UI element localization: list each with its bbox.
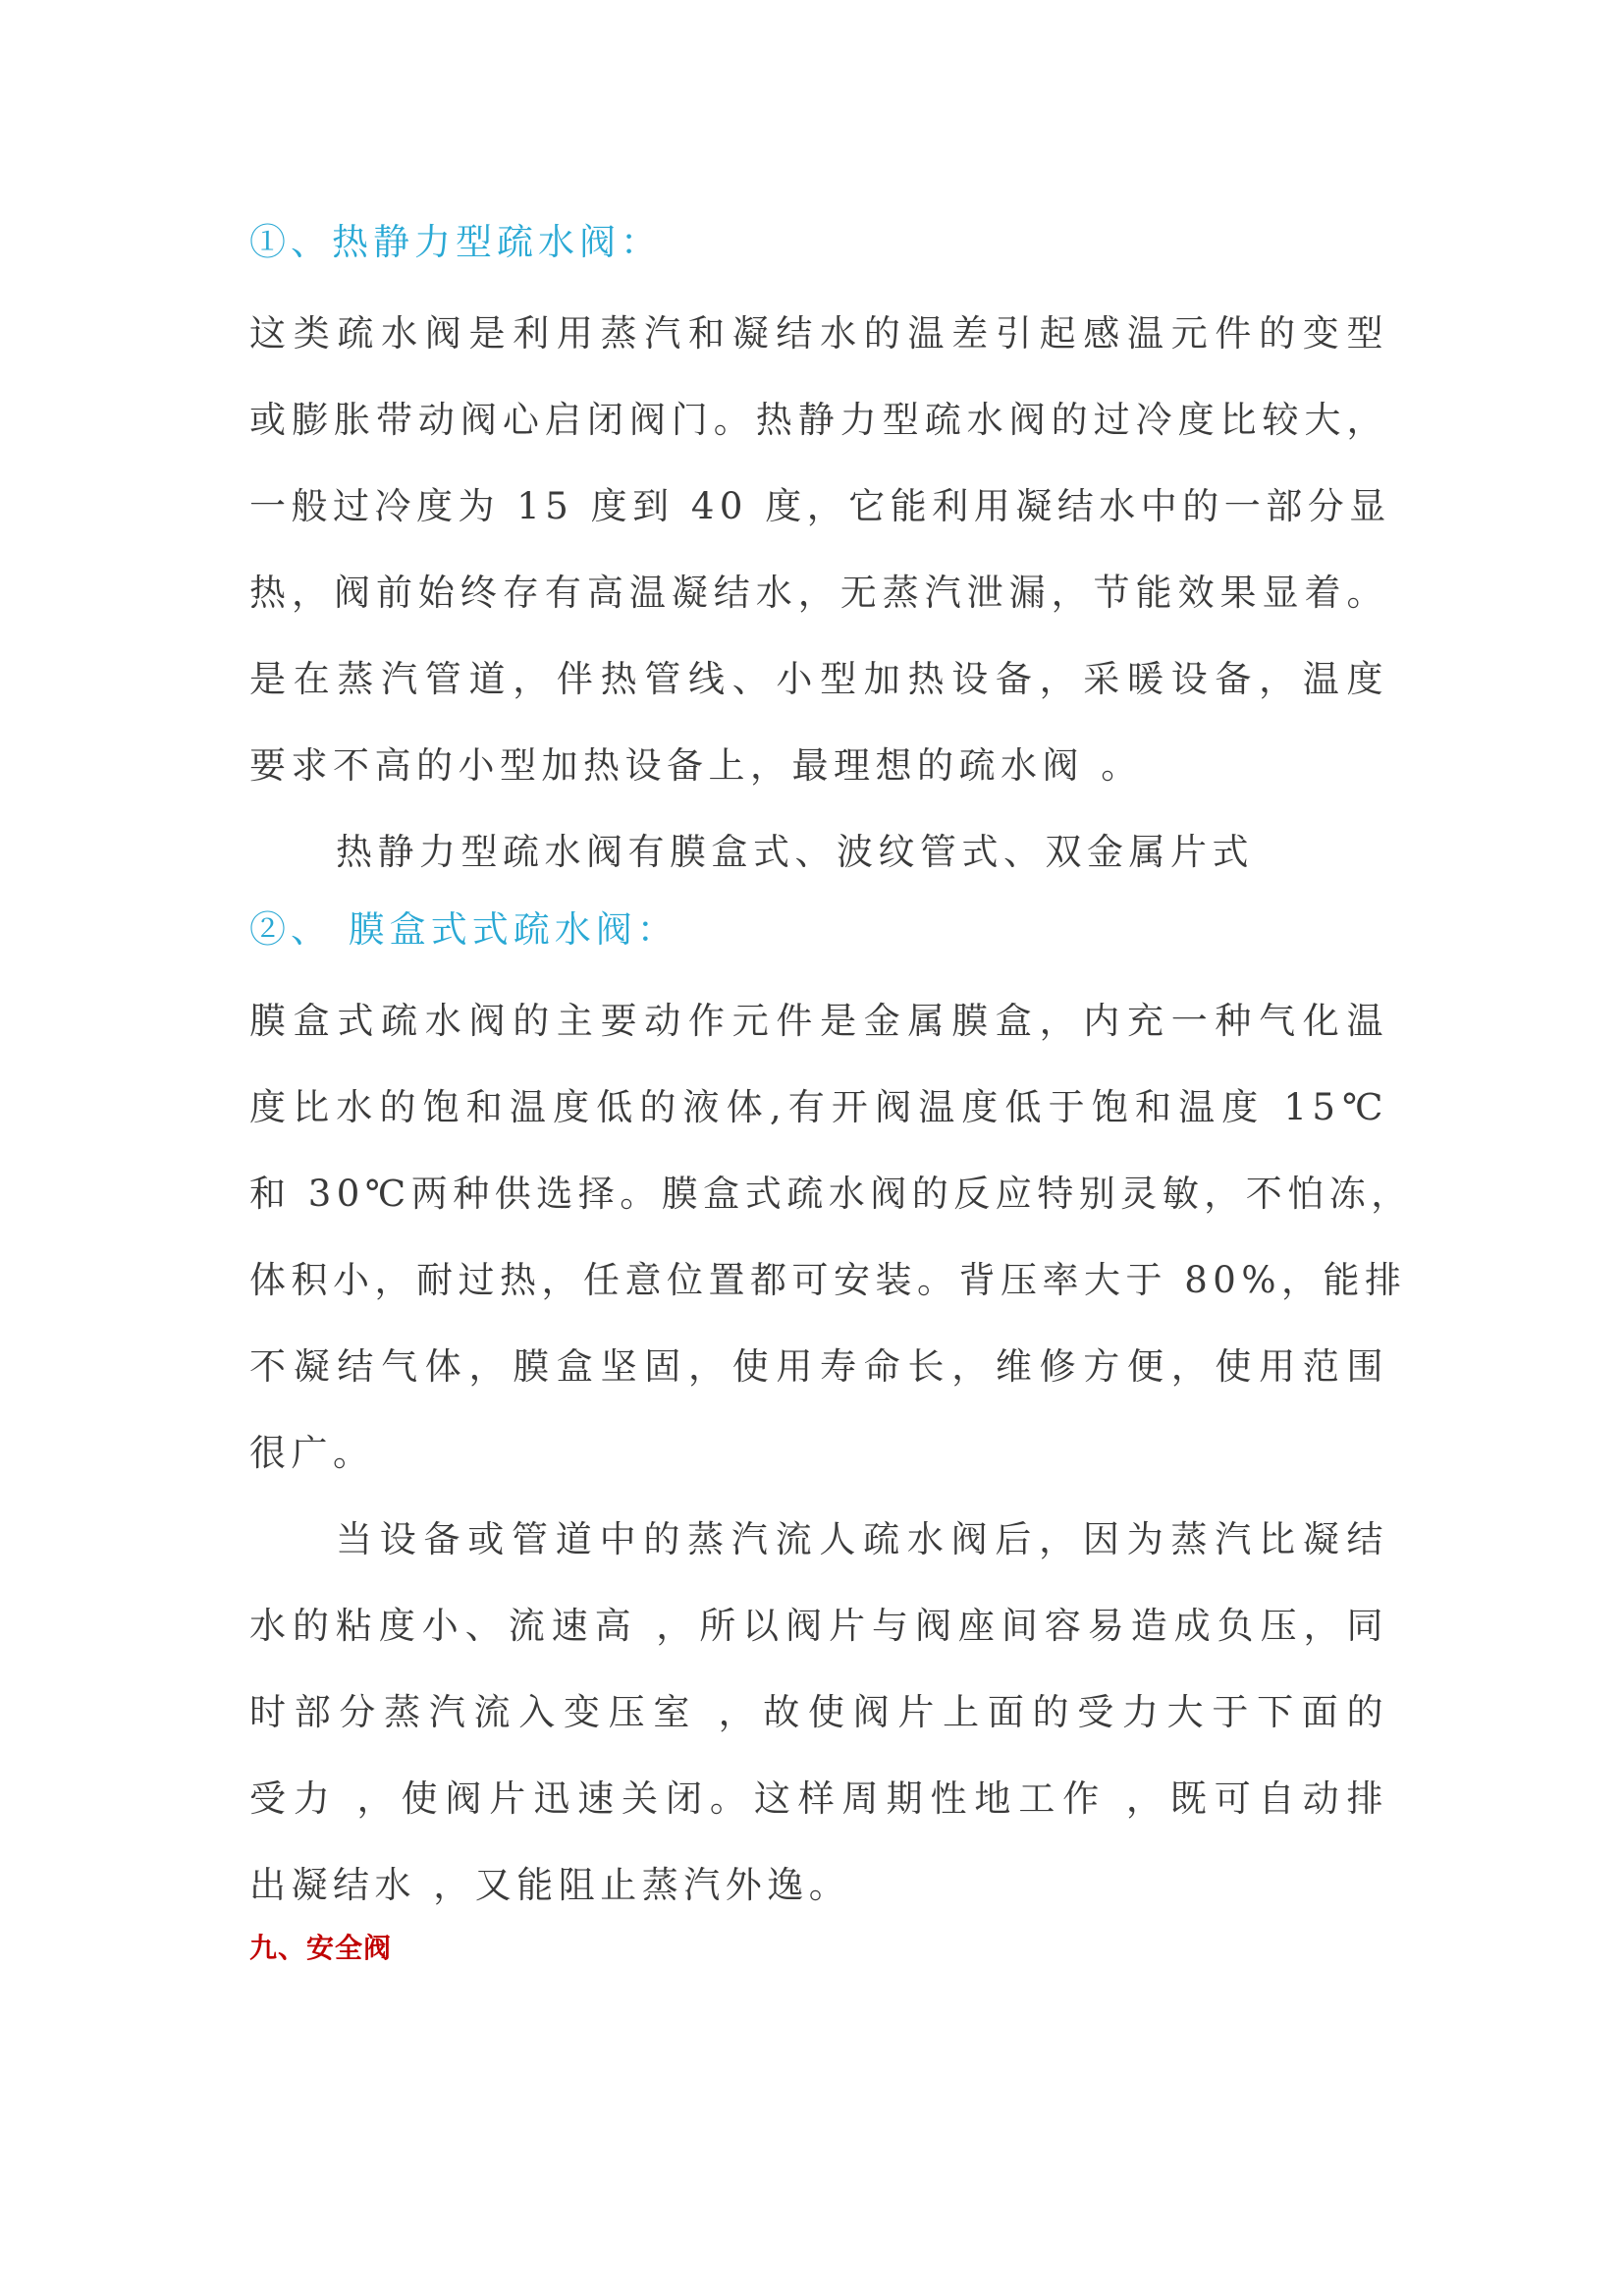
paragraph-line: 受力 ，使阀片迅速关闭。这样周期性地工作 ，既可自动排 xyxy=(249,1777,1388,1820)
paragraph-line: 热，阀前始终存有高温凝结水，无蒸汽泄漏，节能效果显着。 xyxy=(249,572,1388,614)
thermostatic-trap-paragraph xyxy=(249,291,1391,809)
paragraph-line: 水的粘度小、流速高 ，所以阀片与阀座间容易造成负压，同 xyxy=(249,1605,1388,1647)
paragraph-line: 这类疏水阀是利用蒸汽和凝结水的温差引起感温元件的变型 xyxy=(249,312,1388,355)
capsule-operation-paragraph xyxy=(249,1497,1388,1929)
paragraph-line: 要求不高的小型加热设备上，最理想的疏水阀 。 xyxy=(249,744,1143,787)
document-content xyxy=(249,208,1413,1929)
paragraph-line: 是在蒸汽管道，伴热管线、小型加热设备，采暖设备，温度 xyxy=(249,658,1388,700)
paragraph-line: 体积小，耐过热，任意位置都可安装。背压率大于 80%，能排 xyxy=(249,1259,1407,1301)
capsule-trap-paragraph xyxy=(249,978,1413,1497)
paragraph-line: 度比水的饱和温度低的液体,有开阀温度低于饱和温度 15℃ xyxy=(249,1086,1388,1128)
paragraph-line: 一般过冷度为 15 度到 40 度，它能利用凝结水中的一部分显 xyxy=(249,485,1391,527)
paragraph-line: 很广。 xyxy=(249,1432,375,1474)
thermostatic-trap-heading: ①、热静力型疏水阀： xyxy=(249,221,662,263)
paragraph-line: 不凝结气体，膜盒坚固，使用寿命长，维修方便，使用范围 xyxy=(249,1345,1388,1388)
paragraph-line: 出凝结水 ，又能阻止蒸汽外逸。 xyxy=(249,1864,851,1906)
capsule-trap-heading: ②、 膜盒式式疏水阀： xyxy=(249,908,678,951)
paragraph-line: 热静力型疏水阀有膜盒式、波纹管式、双金属片式 xyxy=(336,831,1254,873)
trap-types-paragraph xyxy=(249,809,1388,896)
paragraph-line: 当设备或管道中的蒸汽流人疏水阀后，因为蒸汽比凝结 xyxy=(336,1518,1388,1560)
paragraph-line: 膜盒式疏水阀的主要动作元件是金属膜盒，内充一种气化温 xyxy=(249,1000,1388,1042)
safety-valve-section-title: 九、安全阀 xyxy=(249,1932,393,1964)
paragraph-line: 或膨胀带动阀心启闭阀门。热静力型疏水阀的过冷度比较大， xyxy=(249,399,1388,441)
paragraph-line: 和 30℃两种供选择。膜盒式疏水阀的反应特别灵敏，不怕冻， xyxy=(249,1173,1413,1215)
paragraph-line: 时部分蒸汽流入变压室 ，故使阀片上面的受力大于下面的 xyxy=(249,1691,1388,1733)
